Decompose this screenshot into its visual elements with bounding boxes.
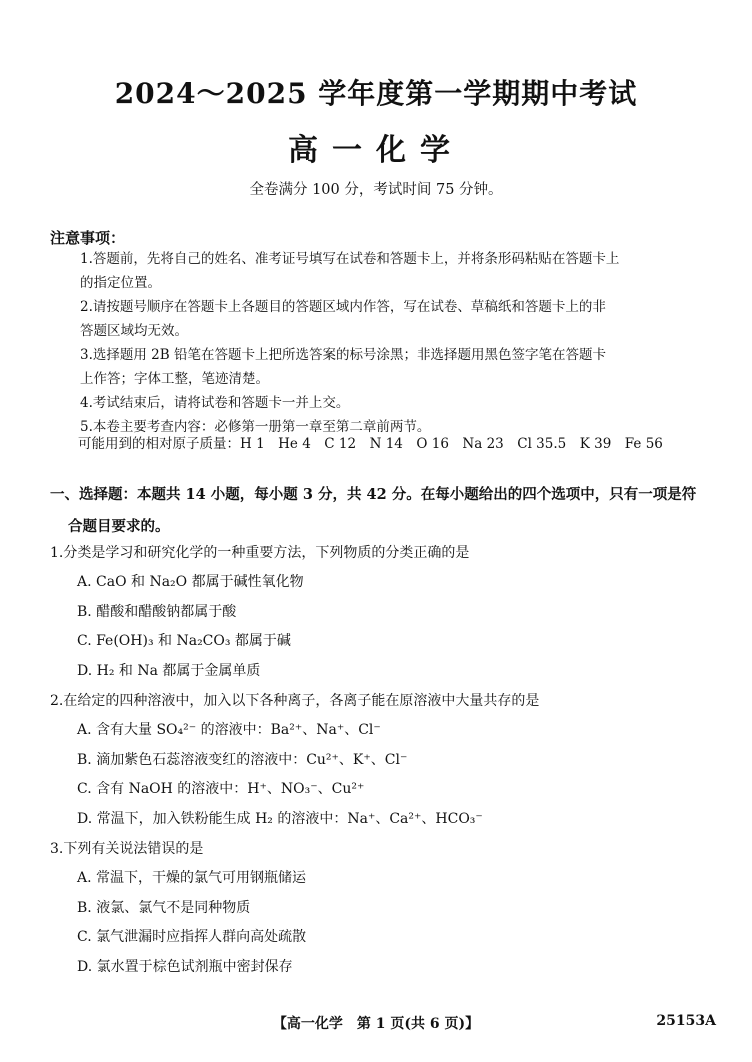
option-c: C. 含有 NaOH 的溶液中：H⁺、NO₃⁻、Cu²⁺ <box>77 781 365 797</box>
exam-info: 全卷满分 100 分，考试时间 75 分钟。 <box>249 182 503 198</box>
option-a: A. 含有大量 SO₄²⁻ 的溶液中：Ba²⁺、Na⁺、Cl⁻ <box>77 722 381 738</box>
subject-title: 高一化学 <box>288 133 464 168</box>
notes-heading: 注意事项： <box>50 229 126 247</box>
note-item <box>80 391 680 415</box>
note-line: 的指定位置。 <box>80 275 161 291</box>
note-line: 上作答；字体工整，笔迹清楚。 <box>80 371 269 387</box>
atomic-masses: 可能用到的相对原子质量：H 1 He 4 C 12 N 14 O 16 Na 23 Cl 35.5 K 39 Fe 56 <box>78 436 663 452</box>
option-a: A. 常温下，干燥的氯气可用钢瓶储运 <box>77 870 307 886</box>
option-d: D. 氯水置于棕色试剂瓶中密封保存 <box>77 958 293 975</box>
note-line: 2.请按题号顺序在答题卡上各题目的答题区域内作答，写在试卷、草稿纸和答题卡上的非 <box>80 299 606 315</box>
question <box>50 834 710 982</box>
question-list <box>50 538 710 982</box>
question <box>50 686 710 834</box>
note-item <box>80 247 680 295</box>
question <box>50 538 710 686</box>
note-item <box>80 343 680 391</box>
note-line: 3.选择题用 2B 铅笔在答题卡上把所选答案的标号涂黑；非选择题用黑色签字笔在答题卡 <box>80 347 606 363</box>
note-item <box>80 295 680 343</box>
option-d: D. 常温下，加入铁粉能生成 H₂ 的溶液中：Na⁺、Ca²⁺、HCO₃⁻ <box>77 810 483 827</box>
option-d: D. H₂ 和 Na 都属于金属单质 <box>77 662 261 679</box>
note-line: 4.考试结束后，请将试卷和答题卡一并上交。 <box>80 395 350 411</box>
note-line: 5.本卷主要考查内容：必修第一册第一章至第二章前两节。 <box>80 419 431 435</box>
option-c: C. 氯气泄漏时应指挥人群向高处疏散 <box>77 929 307 945</box>
question-stem: 1.分类是学习和研究化学的一种重要方法，下列物质的分类正确的是 <box>50 545 470 561</box>
section-line: 合题目要求的。 <box>68 518 170 535</box>
note-line: 1.答题前，先将自己的姓名、准考证号填写在试卷和答题卡上，并将条形码粘贴在答题卡上 <box>80 251 620 267</box>
option-b: B. 醋酸和醋酸钠都属于酸 <box>77 603 237 620</box>
exam-title: 2024～2025 学年度第一学期期中考试 <box>114 77 638 110</box>
page-number-label: 【高一化学 第 1 页(共 6 页)】 <box>272 1016 480 1032</box>
note-line: 答题区域均无效。 <box>80 323 188 339</box>
paper-code: 25153A <box>656 1013 716 1029</box>
option-b: B. 液氯、氯气不是同种物质 <box>77 899 251 916</box>
notes-list <box>80 247 680 439</box>
question-stem: 2.在给定的四种溶液中，加入以下各种离子，各离子能在原溶液中大量共存的是 <box>50 693 540 709</box>
option-c: C. Fe(OH)₃ 和 Na₂CO₃ 都属于碱 <box>77 633 291 649</box>
question-stem: 3.下列有关说法错误的是 <box>50 841 204 857</box>
option-b: B. 滴加紫色石蕊溶液变红的溶液中：Cu²⁺、K⁺、Cl⁻ <box>77 751 408 768</box>
section-header <box>50 479 710 543</box>
section-line: 一、选择题：本题共 14 小题，每小题 3 分，共 42 分。在每小题给出的四个选项中，只有一项是符 <box>50 486 697 503</box>
option-a: A. CaO 和 Na₂O 都属于碱性氧化物 <box>77 574 304 590</box>
